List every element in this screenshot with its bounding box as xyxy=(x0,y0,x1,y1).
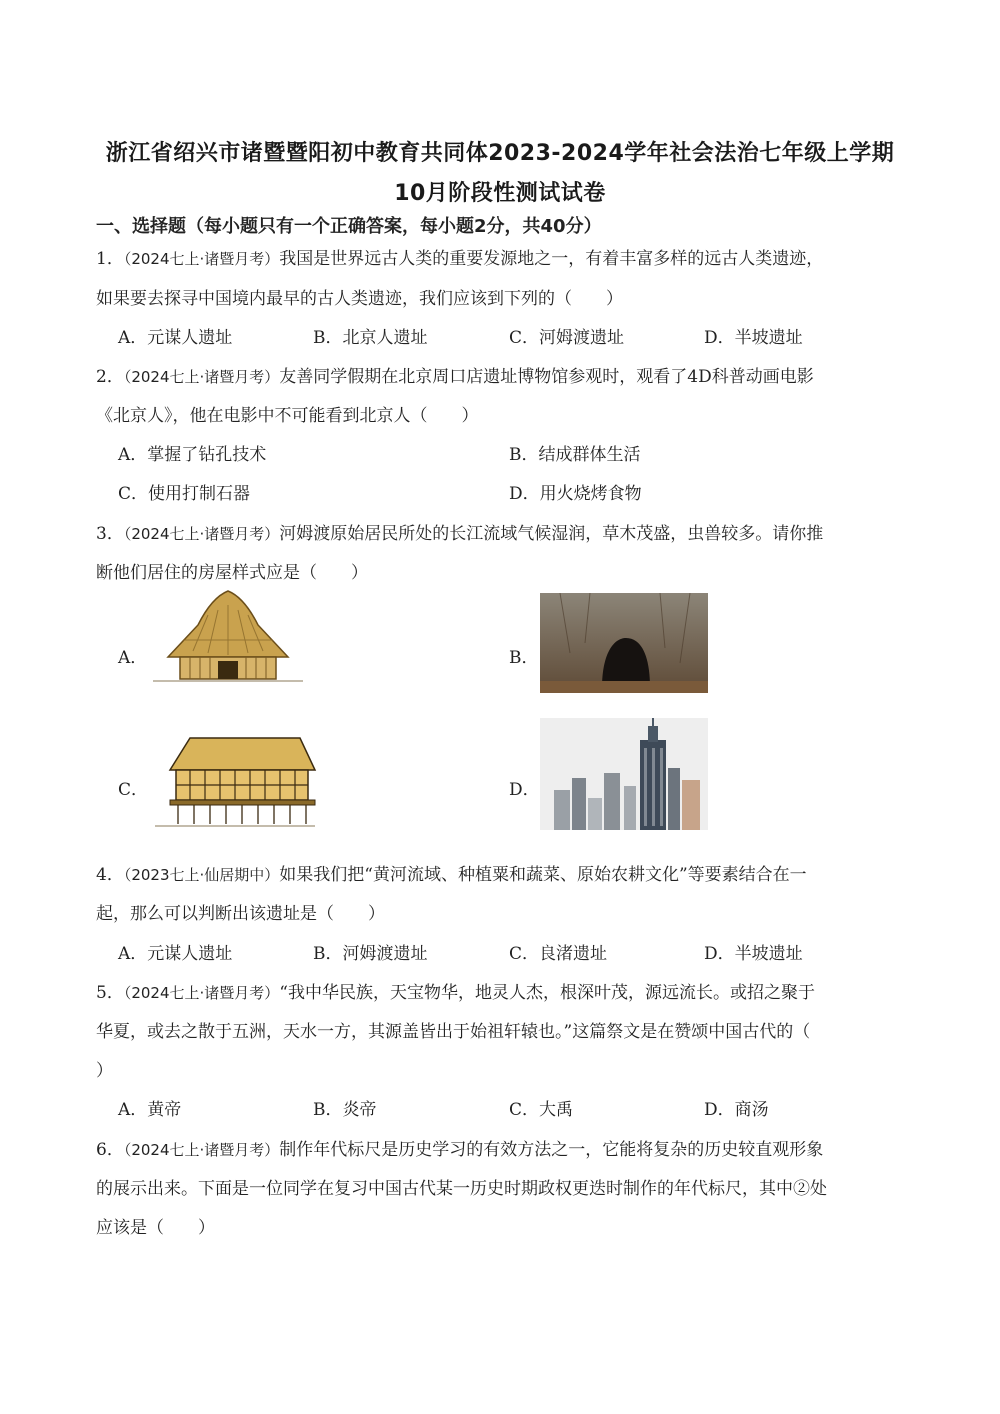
option-d: D． xyxy=(509,780,540,800)
question-number: 2． xyxy=(96,367,124,387)
question-text: 我国是世界远古人类的重要发源地之一，有着丰富多样的远古人类遗迹， xyxy=(279,249,824,269)
question-source: （2024七上·诸暨月考） xyxy=(123,984,280,1002)
question-text: 如果我们把“黄河流域、种植粟和蔬菜、原始农耕文化”等要素结合在一 xyxy=(279,865,807,885)
question-text: 应该是（ ） xyxy=(96,1218,215,1238)
option-b: B． xyxy=(509,648,539,668)
question-source: （2023七上·仙居期中） xyxy=(123,866,280,884)
question-4 xyxy=(96,860,807,885)
question-1 xyxy=(96,244,823,269)
option-a: A．掌握了钻孔技术 xyxy=(118,445,267,465)
question-source: （2024七上·诸暨月考） xyxy=(123,525,280,543)
skyscrapers-icon xyxy=(540,718,708,830)
question-source: （2024七上·诸暨月考） xyxy=(123,368,280,386)
question-5 xyxy=(96,978,815,1003)
question-text: ） xyxy=(96,1061,113,1081)
question-number: 1． xyxy=(96,249,124,269)
option-b: B．炎帝 xyxy=(313,1100,377,1120)
question-number: 5． xyxy=(96,983,124,1003)
question-text: 如果要去探寻中国境内最早的古人类遗迹，我们应该到下列的（ ） xyxy=(96,289,623,309)
question-text: 的展示出来。下面是一位同学在复习中国古代某一历史时期政权更迭时制作的年代标尺，其中②处 xyxy=(96,1179,827,1199)
option-c: C．使用打制石器 xyxy=(118,484,251,504)
option-b: B．结成群体生活 xyxy=(509,445,641,465)
question-text: 起，那么可以判断出该遗址是（ ） xyxy=(96,904,385,924)
option-d: D．用火烧烤食物 xyxy=(509,484,642,504)
question-text: “我中华民族，天宝物华，地灵人杰，根深叶茂，源远流长。或招之聚于 xyxy=(279,983,815,1003)
question-2 xyxy=(96,362,814,387)
question-6 xyxy=(96,1135,823,1160)
option-c: C． xyxy=(118,780,149,800)
option-d: D．商汤 xyxy=(704,1100,769,1120)
stilt-house-icon xyxy=(150,730,320,830)
option-b: B．河姆渡遗址 xyxy=(313,944,428,964)
exam-title-line1: 浙江省绍兴市诸暨暨阳初中教育共同体2023-2024学年社会法治七年级上学期 xyxy=(105,141,895,166)
question-text: 《北京人》，他在电影中不可能看到北京人（ ） xyxy=(96,406,479,426)
question-number: 4． xyxy=(96,865,124,885)
option-a: A．黄帝 xyxy=(118,1100,182,1120)
option-c: C．河姆渡遗址 xyxy=(509,328,625,348)
option-a: A．元谋人遗址 xyxy=(118,328,233,348)
question-text: 断他们居住的房屋样式应是（ ） xyxy=(96,563,368,583)
option-c: C．良渚遗址 xyxy=(509,944,608,964)
question-text: 华夏，或去之散于五洲，天水一方，其源盖皆出于始祖轩辕也。”这篇祭文是在赞颂中国古代的（ xyxy=(96,1022,811,1042)
question-text: 制作年代标尺是历史学习的有效方法之一，它能将复杂的历史较直观形象 xyxy=(279,1140,824,1160)
section-heading: 一、选择题（每小题只有一个正确答案，每小题2分，共40分） xyxy=(96,216,602,237)
cave-icon xyxy=(540,593,708,693)
option-a: A．元谋人遗址 xyxy=(118,944,233,964)
option-d: D．半坡遗址 xyxy=(704,328,803,348)
option-a: A． xyxy=(118,648,148,668)
exam-title-line2: 10月阶段性测试试卷 xyxy=(394,181,606,206)
thatched-hut-icon xyxy=(148,585,308,695)
question-3 xyxy=(96,519,823,544)
question-text: 河姆渡原始居民所处的长江流域气候湿润，草木茂盛，虫兽较多。请你推 xyxy=(279,524,824,544)
question-number: 6． xyxy=(96,1140,124,1160)
question-number: 3． xyxy=(96,524,124,544)
question-source: （2024七上·诸暨月考） xyxy=(123,250,280,268)
question-text: 友善同学假期在北京周口店遗址博物馆参观时，观看了4D科普动画电影 xyxy=(279,367,814,387)
option-b: B．北京人遗址 xyxy=(313,328,428,348)
option-d: D．半坡遗址 xyxy=(704,944,803,964)
option-c: C．大禹 xyxy=(509,1100,574,1120)
question-source: （2024七上·诸暨月考） xyxy=(123,1141,280,1159)
